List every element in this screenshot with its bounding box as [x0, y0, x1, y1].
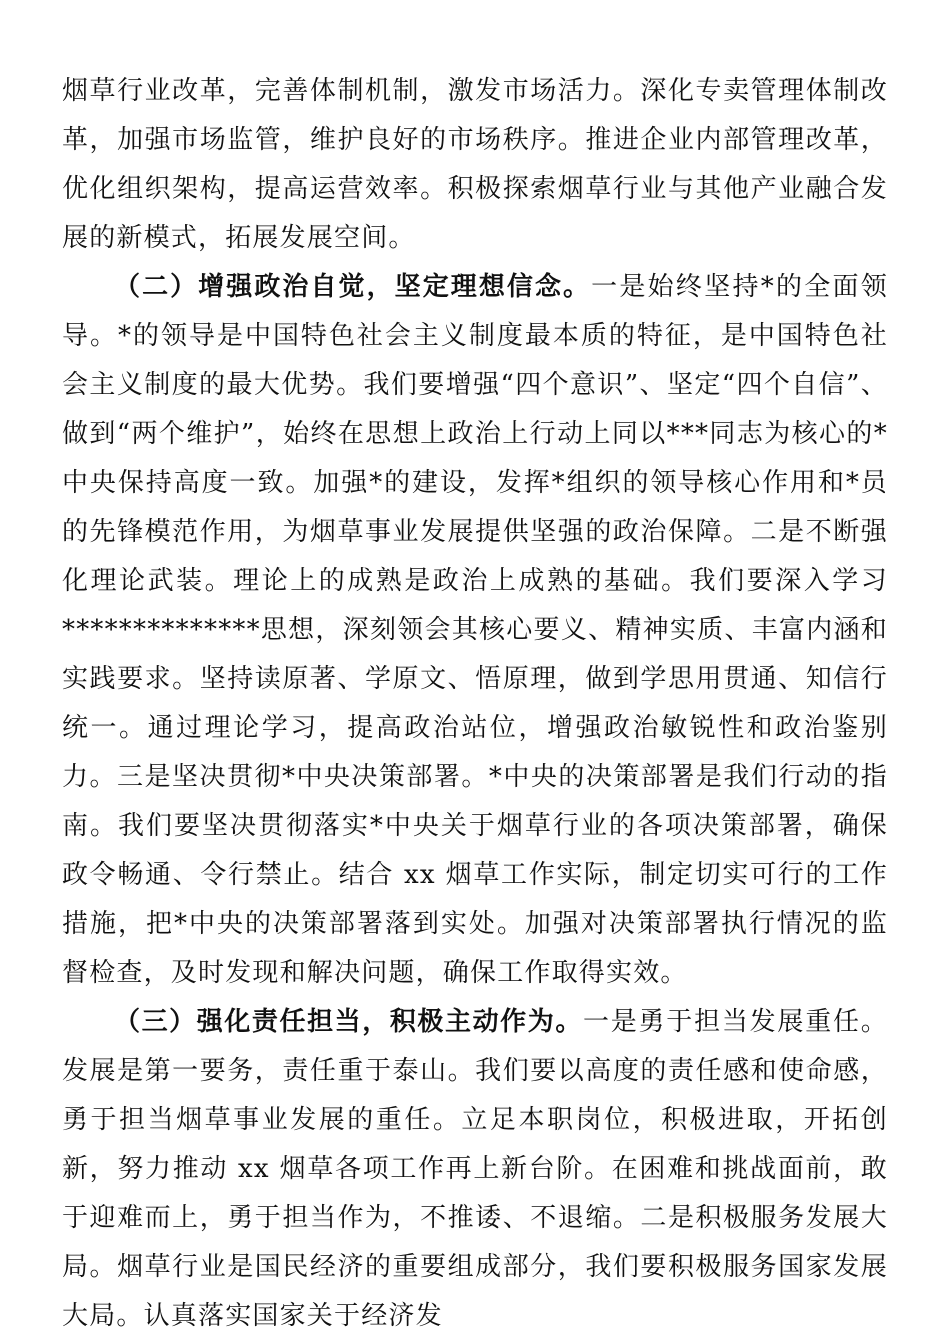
section-heading: （三）强化责任担当，积极主动作为。	[114, 1007, 583, 1037]
section-heading: （二）增强政治自觉，坚定理想信念。	[114, 272, 592, 302]
paragraph-section-3	[62, 998, 888, 1341]
paragraph-text: 烟草行业改革，完善体制机制，激发市场活力。深化专卖管理体制改革，加强市场监管，维护良好的市场秩序。推进企业内部管理改革，优化组织架构，提高运营效率。积极探索烟草行业与其他产业融合发展的新模式，拓展发展空间。	[62, 76, 888, 253]
paragraph-text: 一是勇于担当发展重任。发展是第一要务，责任重于泰山。我们要以高度的责任感和使命感，勇于担当烟草事业发展的重任。立足本职岗位，积极进取，开拓创新，努力推动 xx 烟草各项工作再上新台阶。在困难和挑战面前，敢于迎难而上，勇于担当作为，不推诿、不退缩。二是积极服务发展大局。烟草行业是国民经济的重要组成部分，我们要积极服务国家发展大局。认真落实国家关于经济发	[62, 1007, 888, 1331]
paragraph-text: 一是始终坚持*的全面领导。*的领导是中国特色社会主义制度最本质的特征，是中国特色社会主义制度的最大优势。我们要增强“四个意识”、坚定“四个自信”、做到“两个维护”，始终在思想上政治上行动上同以***同志为核心的*中央保持高度一致。加强*的建设，发挥*组织的领导核心作用和*员的先锋模范作用，为烟草事业发展提供坚强的政治保障。二是不断强化理论武装。理论上的成熟是政治上成熟的基础。我们要深入学习**************思想，深刻领会其核心要义、精神实质、丰富内涵和实践要求。坚持读原著、学原文、悟原理，做到学思用贯通、知信行统一。通过理论学习，提高政治站位，增强政治敏锐性和政治鉴别力。三是坚决贯彻*中央决策部署。*中央的决策部署是我们行动的指南。我们要坚决贯彻落实*中央关于烟草行业的各项决策部署，确保政令畅通、令行禁止。结合 xx 烟草工作实际，制定切实可行的工作措施，把*中央的决策部署落到实处。加强对决策部署执行情况的监督检查，及时发现和解决问题，确保工作取得实效。	[62, 272, 888, 988]
paragraph-section-2	[62, 263, 888, 998]
document-body	[62, 67, 888, 1341]
paragraph-continuation	[62, 67, 888, 263]
